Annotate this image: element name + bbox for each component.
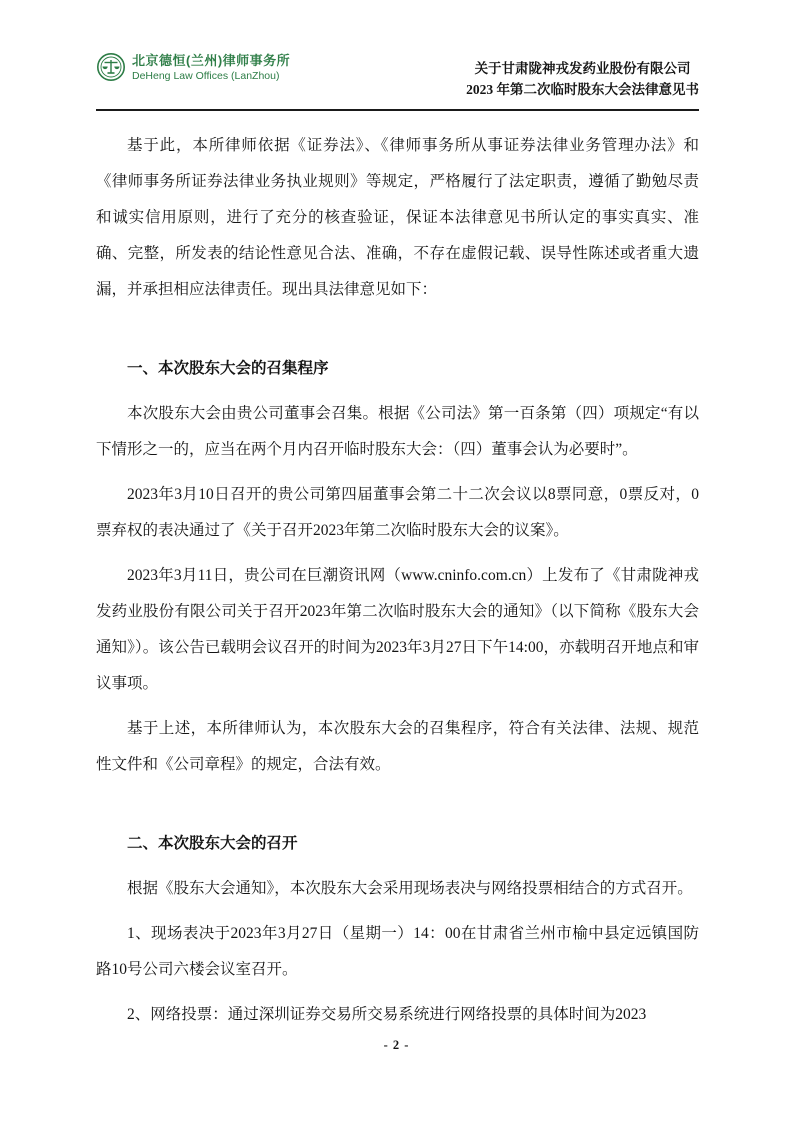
paragraph: 根据《股东大会通知》，本次股东大会采用现场表决与网络投票相结合的方式召开。 (127, 880, 693, 897)
firm-name-english: DeHeng Law Offices (LanZhou) (132, 70, 280, 82)
paragraph: 基于此，本所律师依据《证券法》、《律师事务所从事证券法律业务管理办法》和《律师事务所证券法律业务执业规则》等规定，严格履行了法定职责，遵循了勤勉尽责和诚实信用原则，进行了充分的核查验证，保证本法律意见书所认定的事实真实、准确、完整，所发表的结论性意见合法、准确，不存在虚假记载、误导性陈述或者重大遗漏，并承担相应法律责任。现出具法律意见如下： (96, 137, 699, 298)
paragraph: 1、现场表决于2023年3月27日（星期一）14：00在甘肃省兰州市榆中县定远镇国防路10号公司六楼会议室召开。 (96, 925, 699, 978)
page-number: - 2 - (383, 1038, 410, 1052)
paragraph: 本次股东大会由贵公司董事会召集。根据《公司法》第一百条第（四）项规定“有以下情形之一的，应当在两个月内召开临时股东大会：（四）董事会认为必要时”。 (96, 405, 699, 458)
document-body (96, 111, 699, 1033)
paragraph: 2、网络投票：通过深圳证券交易所交易系统进行网络投票的具体时间为2023 (127, 1006, 647, 1023)
paragraph: 2023年3月10日召开的贵公司第四届董事会第二十二次会议以8票同意，0票反对，0票弃权的表决通过了《关于召开2023年第二次临时股东大会的议案》。 (96, 486, 699, 539)
section-heading: 一、本次股东大会的召集程序 (127, 360, 329, 377)
firm-identity (96, 52, 290, 83)
firm-name-block (132, 52, 290, 83)
document-header (96, 52, 699, 100)
section-heading: 二、本次股东大会的召开 (127, 835, 298, 852)
law-firm-seal-icon (96, 52, 126, 82)
doc-ref-line-1: 关于甘肃陇神戎发药业股份有限公司 (474, 61, 691, 76)
doc-ref-line-2: 2023 年第二次临时股东大会法律意见书 (466, 82, 699, 97)
page-footer (0, 1038, 793, 1053)
paragraph: 2023年3月11日，贵公司在巨潮资讯网（www.cninfo.com.cn）上发布了《甘肃陇神戎发药业股份有限公司关于召开2023年第二次临时股东大会的通知》（以下简称《股东大会通知》）。该公告已载明会议召开的时间为2023年3月27日下午14:00，亦载明召开地点和审议事项。 (96, 567, 699, 692)
document-reference (466, 52, 699, 100)
paragraph: 基于上述，本所律师认为，本次股东大会的召集程序，符合有关法律、法规、规范性文件和《公司章程》的规定，合法有效。 (96, 720, 699, 773)
firm-name-chinese: 北京德恒(兰州)律师事务所 (132, 53, 291, 68)
